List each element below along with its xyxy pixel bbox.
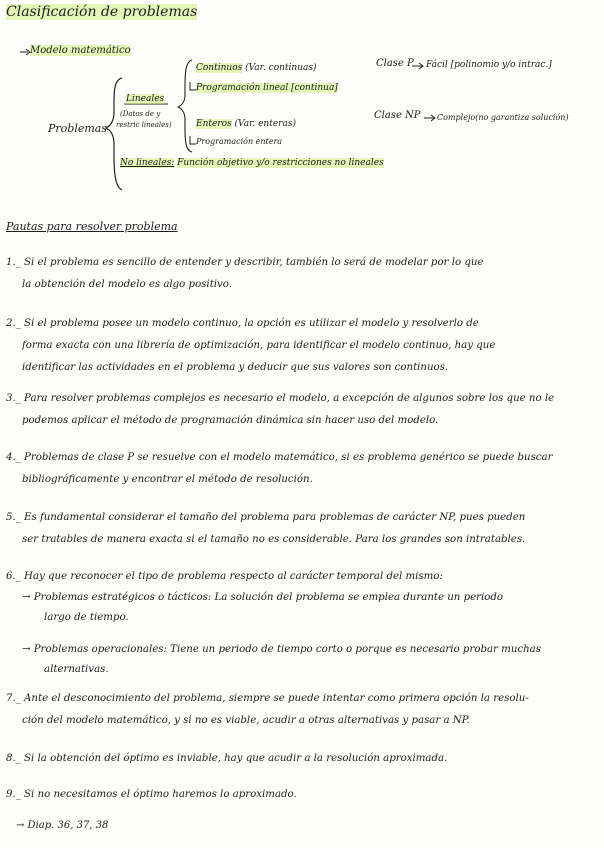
pauta-line: 4._ Problemas de clase P se resuelve con el modelo matemático, si es problema genérico se puede buscar [6,452,553,463]
lineales-note-2: restric lineales) [116,121,172,129]
prog-lineal-text: Programación lineal [continua] [196,83,338,93]
pauta-line: 5._ Es fundamental considerar el tamaño del problema para problemas de carácter NP, pues pueden [6,512,526,523]
continuos-rest: (Var. continuas) [242,63,317,73]
pauta-item-6 [6,566,586,588]
pauta-line: → Problemas estratégicos o tácticos: La solución del problema se emplea durante un periodo [22,592,504,603]
pauta-line: 3._ Para resolver problemas complejos es necesario el modelo, a excepción de algunos sobre los que no le [6,393,555,404]
no-lineales-desc: Función objetivo y/o restricciones no lineales [177,158,384,168]
pauta-line: la obtención del modelo es algo positivo. [22,279,232,290]
enteros-rest: (Var. enteras) [231,119,296,129]
lineales-label: Lineales [126,94,165,104]
no-lineales-label: No lineales: [120,158,175,168]
page-title: Clasificación de problemas [6,4,198,20]
pauta-line: alternativas. [44,664,109,675]
pauta-line: podemos aplicar el método de programación dinámica sin hacer uso del modelo. [22,415,439,426]
pauta-item-8 [6,748,586,770]
pauta-line: identificar las actividades en el problema y deducir que sus valores son continuos. [22,362,449,373]
clase-p-desc: Fácil [polinomio y/o intrac.] [426,60,552,70]
pauta-item-3 [6,388,586,432]
continuos-label: Continuos (Var. continuas) [196,63,317,73]
pauta-line: forma exacta con una librería de optimización, para identificar el modelo continuo, hay que [22,340,496,351]
pauta-line: bibliográficamente y encontrar el método de resolución. [22,474,313,485]
diap-reference: → Diap. 36, 37, 38 [16,820,109,831]
clase-np-desc: Complejo(no garantiza solución) [437,113,569,122]
pauta-line: largo de tiempo. [44,612,129,623]
lineales-note-1: (Datos de y [120,110,161,118]
pauta-6-sub-2 [22,640,582,680]
pauta-item-7 [6,688,586,732]
pauta-line: 8._ Si la obtención del óptimo es inviable, hay que acudir a la resolución aproximada. [6,753,448,764]
clase-p-label: Clase P [376,58,414,69]
problemas-label: Problemas [48,122,107,135]
pauta-item-2 [6,313,586,379]
prog-entera-label: Programación entera [196,137,283,146]
enteros-label: Enteros (Var. enteras) [196,119,296,129]
pauta-item-9 [6,784,586,806]
pauta-line: 9._ Si no necesitamos el óptimo haremos lo aproximado. [6,789,297,800]
pauta-item-1 [6,252,586,296]
pauta-line: 7._ Ante el desconocimiento del problema, siempre se puede intentar como primera opción la resolu- [6,693,529,704]
no-lineales-row [120,158,384,168]
pauta-item-5 [6,507,586,551]
pauta-item-4 [6,447,586,491]
modelo-label: Modelo matemático [30,45,131,56]
pautas-title: Pautas para resolver problema [6,220,178,233]
pauta-line: ción del modelo matemático, y si no es viable, acudir a otras alternativas y pasar a NP. [22,715,470,726]
pauta-6-sub-1 [22,588,582,628]
pauta-line: 1._ Si el problema es sencillo de entender y describir, también lo será de modelar por lo que [6,257,484,268]
clase-np-label: Clase NP [374,110,421,121]
pauta-line: 6._ Hay que reconocer el tipo de problema respecto al carácter temporal del mismo: [6,571,443,582]
prog-lineal-label [196,83,338,93]
pauta-line: 2._ Si el problema posee un modelo continuo, la opción es utilizar el modelo y resolverlo de [6,318,479,329]
pauta-line: ser tratables de manera exacta si el tamaño no es considerable. Para los grandes son intratables. [22,534,526,545]
pauta-line: → Problemas operacionales: Tiene un periodo de tiempo corto o porque es necesario probar muchas [22,644,541,655]
